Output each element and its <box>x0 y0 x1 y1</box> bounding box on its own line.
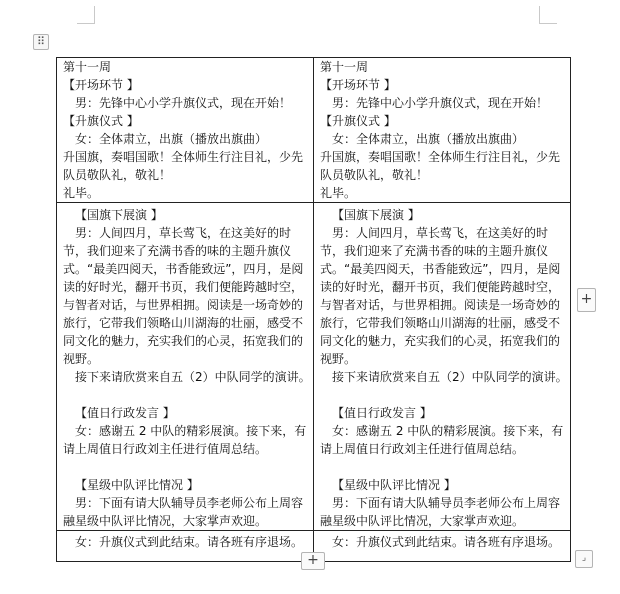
table-cell-left-closing[interactable] <box>57 531 314 562</box>
show-heading: 【国旗下展演 】 <box>75 208 163 222</box>
page-corner-mark-top-left <box>77 6 95 24</box>
blank-line <box>63 458 308 476</box>
table-resize-handle-icon[interactable]: ⌟ <box>575 550 593 568</box>
duty-paragraph: 女：感谢五 2 中队的精彩展演。接下来，有请上周值日行政刘主任进行值周总结。 <box>320 424 564 456</box>
table-cell-right-program[interactable] <box>314 203 571 531</box>
table-row <box>57 203 571 531</box>
opening-heading: 【开场环节 】 <box>320 78 396 92</box>
closing-line: 女：升旗仪式到此结束。请各班有序退场。 <box>332 535 561 549</box>
star-heading: 【星级中队评比情况 】 <box>332 478 456 492</box>
week-title: 第十一周 <box>320 60 369 74</box>
week-title: 第十一周 <box>63 60 112 74</box>
flag-heading: 【升旗仪式 】 <box>63 114 139 128</box>
show-heading: 【国旗下展演 】 <box>332 208 420 222</box>
duty-heading: 【值日行政发言 】 <box>332 406 432 420</box>
flag-paragraph: 升国旗，奏唱国歌！全体师生行注目礼，少先队员敬队礼，敬礼！ <box>320 150 561 182</box>
show-paragraph: 男：人间四月，草长莺飞，在这美好的时节，我们迎来了充满书香的味的主题升旗仪式。“最美四阅天，书香能致远”，四月，是阅读的好时光，翻开书页，我们便能跨越时空，与智者对话，与世界相拥。阅读是一场奇妙的旅行，它带我们领略山川湖海的壮丽，感受不同文化的魅力，充实我们的心灵，拓宽我们的视野。 <box>63 226 304 366</box>
flag-end: 礼毕。 <box>63 186 100 200</box>
star-heading: 【星级中队评比情况 】 <box>75 478 199 492</box>
show-paragraph: 男：人间四月，草长莺飞，在这美好的时节，我们迎来了充满书香的味的主题升旗仪式。“最美四阅天，书香能致远”，四月，是阅读的好时光，翻开书页，我们便能跨越时空，与智者对话，与世界相拥。阅读是一场奇妙的旅行，它带我们领略山川湖海的壮丽，感受不同文化的魅力，充实我们的心灵，拓宽我们的视野。 <box>320 226 561 366</box>
show-next-line: 接下来请欣赏来自五（2）中队同学的演讲。 <box>75 370 311 384</box>
table-row <box>57 58 571 203</box>
duty-heading: 【值日行政发言 】 <box>75 406 175 420</box>
blank-line <box>320 386 565 404</box>
opening-line: 男：先锋中心小学升旗仪式，现在开始！ <box>332 96 549 110</box>
table-cell-right-opening[interactable] <box>314 58 571 203</box>
page-corner-mark-top-right <box>539 6 557 24</box>
flag-line: 女：全体肃立，出旗（播放出旗曲） <box>332 132 525 146</box>
add-row-button[interactable]: + <box>301 552 325 570</box>
show-next-line: 接下来请欣赏来自五（2）中队同学的演讲。 <box>332 370 568 384</box>
table-move-handle-icon[interactable]: ⠿ <box>33 34 49 50</box>
opening-heading: 【开场环节 】 <box>63 78 139 92</box>
flag-paragraph: 升国旗，奏唱国歌！全体师生行注目礼，少先队员敬队礼，敬礼！ <box>63 150 304 182</box>
flag-heading: 【升旗仪式 】 <box>320 114 396 128</box>
add-column-button[interactable]: + <box>577 288 596 312</box>
flag-line: 女：全体肃立，出旗（播放出旗曲） <box>75 132 268 146</box>
agenda-table <box>56 57 571 562</box>
star-paragraph: 男：下面有请大队辅导员李老师公布上周容融星级中队评比情况，大家掌声欢迎。 <box>63 496 304 528</box>
flag-end: 礼毕。 <box>320 186 357 200</box>
table-cell-right-closing[interactable] <box>314 531 571 562</box>
star-paragraph: 男：下面有请大队辅导员李老师公布上周容融星级中队评比情况，大家掌声欢迎。 <box>320 496 561 528</box>
duty-paragraph: 女：感谢五 2 中队的精彩展演。接下来，有请上周值日行政刘主任进行值周总结。 <box>63 424 307 456</box>
opening-line: 男：先锋中心小学升旗仪式，现在开始！ <box>75 96 292 110</box>
table-cell-left-program[interactable] <box>57 203 314 531</box>
table-cell-left-opening[interactable] <box>57 58 314 203</box>
closing-line: 女：升旗仪式到此结束。请各班有序退场。 <box>75 535 304 549</box>
blank-line <box>320 458 565 476</box>
blank-line <box>63 386 308 404</box>
